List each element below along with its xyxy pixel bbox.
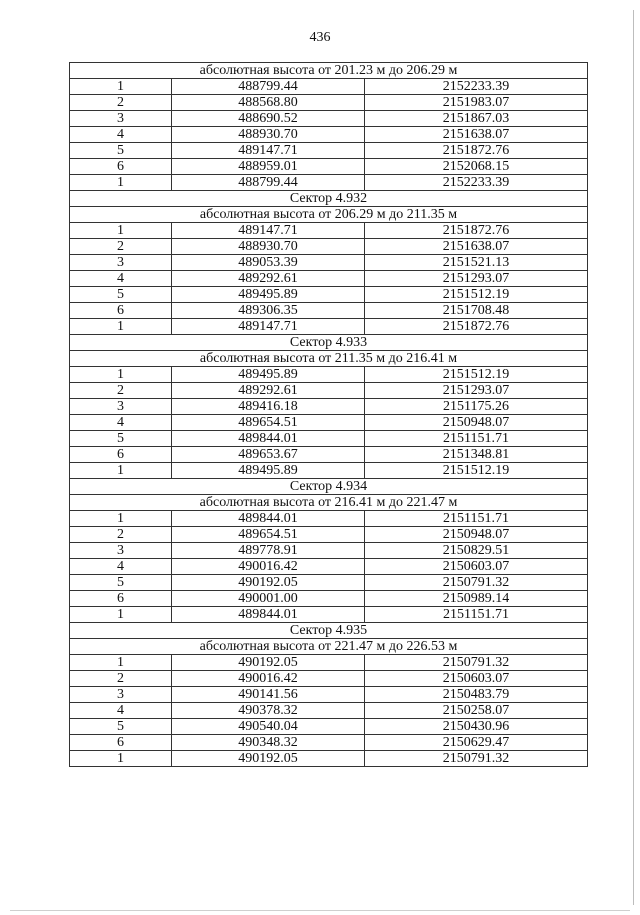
x-coordinate: 488799.44 bbox=[172, 79, 365, 95]
y-coordinate: 2152068.15 bbox=[365, 159, 588, 175]
altitude-range: абсолютная высота от 211.35 м до 216.41 м bbox=[70, 351, 588, 367]
point-number: 3 bbox=[70, 255, 172, 271]
table-row bbox=[70, 591, 588, 607]
table-row bbox=[70, 399, 588, 415]
sector-title: Сектор 4.933 bbox=[70, 335, 588, 351]
altitude-row bbox=[70, 207, 588, 223]
y-coordinate: 2152233.39 bbox=[365, 79, 588, 95]
sector-title: Сектор 4.935 bbox=[70, 623, 588, 639]
x-coordinate: 488930.70 bbox=[172, 239, 365, 255]
x-coordinate: 489147.71 bbox=[172, 319, 365, 335]
y-coordinate: 2150948.07 bbox=[365, 415, 588, 431]
table-row bbox=[70, 655, 588, 671]
y-coordinate: 2151521.13 bbox=[365, 255, 588, 271]
sector-title: Сектор 4.934 bbox=[70, 479, 588, 495]
point-number: 1 bbox=[70, 79, 172, 95]
point-number: 1 bbox=[70, 175, 172, 191]
y-coordinate: 2150430.96 bbox=[365, 719, 588, 735]
point-number: 5 bbox=[70, 719, 172, 735]
point-number: 2 bbox=[70, 383, 172, 399]
x-coordinate: 489306.35 bbox=[172, 303, 365, 319]
x-coordinate: 489053.39 bbox=[172, 255, 365, 271]
x-coordinate: 488930.70 bbox=[172, 127, 365, 143]
table-row bbox=[70, 255, 588, 271]
point-number: 3 bbox=[70, 687, 172, 703]
point-number: 1 bbox=[70, 223, 172, 239]
y-coordinate: 2150603.07 bbox=[365, 559, 588, 575]
y-coordinate: 2151512.19 bbox=[365, 463, 588, 479]
x-coordinate: 489844.01 bbox=[172, 607, 365, 623]
y-coordinate: 2150829.51 bbox=[365, 543, 588, 559]
x-coordinate: 489844.01 bbox=[172, 511, 365, 527]
point-number: 1 bbox=[70, 463, 172, 479]
y-coordinate: 2151293.07 bbox=[365, 271, 588, 287]
table-row bbox=[70, 735, 588, 751]
y-coordinate: 2151151.71 bbox=[365, 511, 588, 527]
table-row bbox=[70, 511, 588, 527]
sector-title: Сектор 4.932 bbox=[70, 191, 588, 207]
table-row bbox=[70, 303, 588, 319]
y-coordinate: 2151638.07 bbox=[365, 127, 588, 143]
table-row bbox=[70, 127, 588, 143]
point-number: 6 bbox=[70, 303, 172, 319]
altitude-range: абсолютная высота от 201.23 м до 206.29 м bbox=[70, 63, 588, 79]
point-number: 3 bbox=[70, 111, 172, 127]
x-coordinate: 489653.67 bbox=[172, 447, 365, 463]
x-coordinate: 490141.56 bbox=[172, 687, 365, 703]
y-coordinate: 2150791.32 bbox=[365, 575, 588, 591]
table-row bbox=[70, 159, 588, 175]
scan-edge-right bbox=[633, 10, 634, 905]
x-coordinate: 488568.80 bbox=[172, 95, 365, 111]
y-coordinate: 2151983.07 bbox=[365, 95, 588, 111]
x-coordinate: 489292.61 bbox=[172, 271, 365, 287]
point-number: 1 bbox=[70, 607, 172, 623]
x-coordinate: 490192.05 bbox=[172, 575, 365, 591]
x-coordinate: 489147.71 bbox=[172, 223, 365, 239]
y-coordinate: 2151867.03 bbox=[365, 111, 588, 127]
x-coordinate: 489778.91 bbox=[172, 543, 365, 559]
altitude-row bbox=[70, 351, 588, 367]
table-row bbox=[70, 687, 588, 703]
point-number: 2 bbox=[70, 95, 172, 111]
y-coordinate: 2151151.71 bbox=[365, 607, 588, 623]
point-number: 2 bbox=[70, 239, 172, 255]
point-number: 1 bbox=[70, 655, 172, 671]
altitude-row bbox=[70, 495, 588, 511]
y-coordinate: 2150258.07 bbox=[365, 703, 588, 719]
y-coordinate: 2150948.07 bbox=[365, 527, 588, 543]
altitude-row bbox=[70, 639, 588, 655]
point-number: 4 bbox=[70, 559, 172, 575]
point-number: 3 bbox=[70, 543, 172, 559]
sector-title-row bbox=[70, 335, 588, 351]
y-coordinate: 2151872.76 bbox=[365, 319, 588, 335]
y-coordinate: 2151512.19 bbox=[365, 287, 588, 303]
x-coordinate: 490348.32 bbox=[172, 735, 365, 751]
table-row bbox=[70, 527, 588, 543]
x-coordinate: 488799.44 bbox=[172, 175, 365, 191]
point-number: 5 bbox=[70, 143, 172, 159]
point-number: 1 bbox=[70, 319, 172, 335]
point-number: 2 bbox=[70, 527, 172, 543]
x-coordinate: 489416.18 bbox=[172, 399, 365, 415]
table-row bbox=[70, 543, 588, 559]
x-coordinate: 489654.51 bbox=[172, 527, 365, 543]
x-coordinate: 488959.01 bbox=[172, 159, 365, 175]
point-number: 4 bbox=[70, 271, 172, 287]
coordinates-table-body bbox=[70, 63, 588, 767]
point-number: 4 bbox=[70, 415, 172, 431]
x-coordinate: 489495.89 bbox=[172, 463, 365, 479]
table-row bbox=[70, 431, 588, 447]
scan-edge-bottom bbox=[10, 910, 630, 911]
point-number: 4 bbox=[70, 703, 172, 719]
altitude-row bbox=[70, 63, 588, 79]
table-row bbox=[70, 223, 588, 239]
table-row bbox=[70, 671, 588, 687]
y-coordinate: 2150483.79 bbox=[365, 687, 588, 703]
point-number: 1 bbox=[70, 367, 172, 383]
point-number: 1 bbox=[70, 751, 172, 767]
table-row bbox=[70, 175, 588, 191]
y-coordinate: 2150603.07 bbox=[365, 671, 588, 687]
table-row bbox=[70, 703, 588, 719]
x-coordinate: 489147.71 bbox=[172, 143, 365, 159]
coordinates-table bbox=[69, 62, 588, 767]
y-coordinate: 2151512.19 bbox=[365, 367, 588, 383]
x-coordinate: 490001.00 bbox=[172, 591, 365, 607]
sector-title-row bbox=[70, 623, 588, 639]
y-coordinate: 2151175.26 bbox=[365, 399, 588, 415]
table-row bbox=[70, 415, 588, 431]
table-row bbox=[70, 463, 588, 479]
x-coordinate: 488690.52 bbox=[172, 111, 365, 127]
table-row bbox=[70, 383, 588, 399]
point-number: 5 bbox=[70, 575, 172, 591]
y-coordinate: 2151872.76 bbox=[365, 143, 588, 159]
sector-title-row bbox=[70, 479, 588, 495]
point-number: 4 bbox=[70, 127, 172, 143]
altitude-range: абсолютная высота от 216.41 м до 221.47 м bbox=[70, 495, 588, 511]
table-row bbox=[70, 559, 588, 575]
point-number: 6 bbox=[70, 159, 172, 175]
table-row bbox=[70, 319, 588, 335]
x-coordinate: 490192.05 bbox=[172, 751, 365, 767]
table-row bbox=[70, 575, 588, 591]
point-number: 2 bbox=[70, 671, 172, 687]
point-number: 6 bbox=[70, 735, 172, 751]
point-number: 5 bbox=[70, 431, 172, 447]
x-coordinate: 489292.61 bbox=[172, 383, 365, 399]
y-coordinate: 2152233.39 bbox=[365, 175, 588, 191]
table-row bbox=[70, 79, 588, 95]
x-coordinate: 490378.32 bbox=[172, 703, 365, 719]
point-number: 5 bbox=[70, 287, 172, 303]
altitude-range: абсолютная высота от 206.29 м до 211.35 м bbox=[70, 207, 588, 223]
x-coordinate: 489495.89 bbox=[172, 287, 365, 303]
y-coordinate: 2151872.76 bbox=[365, 223, 588, 239]
table-row bbox=[70, 111, 588, 127]
x-coordinate: 490192.05 bbox=[172, 655, 365, 671]
table-row bbox=[70, 287, 588, 303]
point-number: 1 bbox=[70, 511, 172, 527]
x-coordinate: 489654.51 bbox=[172, 415, 365, 431]
y-coordinate: 2150791.32 bbox=[365, 751, 588, 767]
x-coordinate: 489495.89 bbox=[172, 367, 365, 383]
x-coordinate: 490540.04 bbox=[172, 719, 365, 735]
altitude-range: абсолютная высота от 221.47 м до 226.53 м bbox=[70, 639, 588, 655]
table-row bbox=[70, 719, 588, 735]
sector-title-row bbox=[70, 191, 588, 207]
table-row bbox=[70, 447, 588, 463]
table-row bbox=[70, 271, 588, 287]
table-row bbox=[70, 607, 588, 623]
y-coordinate: 2151348.81 bbox=[365, 447, 588, 463]
y-coordinate: 2151708.48 bbox=[365, 303, 588, 319]
table-row bbox=[70, 143, 588, 159]
point-number: 3 bbox=[70, 399, 172, 415]
table-row bbox=[70, 367, 588, 383]
x-coordinate: 490016.42 bbox=[172, 671, 365, 687]
y-coordinate: 2151151.71 bbox=[365, 431, 588, 447]
y-coordinate: 2150989.14 bbox=[365, 591, 588, 607]
y-coordinate: 2150629.47 bbox=[365, 735, 588, 751]
x-coordinate: 490016.42 bbox=[172, 559, 365, 575]
table-row bbox=[70, 239, 588, 255]
y-coordinate: 2150791.32 bbox=[365, 655, 588, 671]
x-coordinate: 489844.01 bbox=[172, 431, 365, 447]
y-coordinate: 2151293.07 bbox=[365, 383, 588, 399]
page-number: 436 bbox=[309, 30, 331, 45]
table-row bbox=[70, 751, 588, 767]
point-number: 6 bbox=[70, 447, 172, 463]
y-coordinate: 2151638.07 bbox=[365, 239, 588, 255]
table-row bbox=[70, 95, 588, 111]
point-number: 6 bbox=[70, 591, 172, 607]
